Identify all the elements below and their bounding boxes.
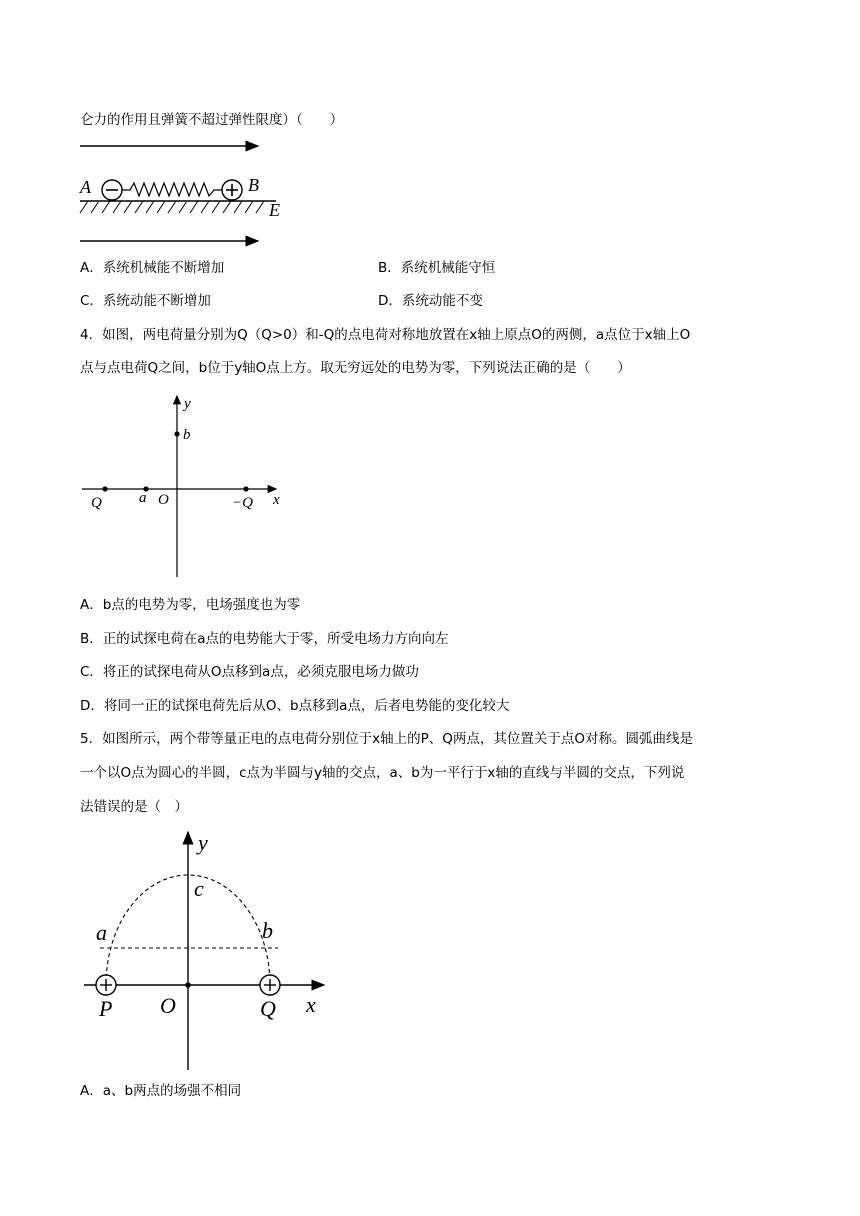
q4-stem-line-2: 点与点电荷Q之间，b位于y轴O点上方。取无穷远处的电势为零，下列说法正确的是（ ） — [80, 360, 631, 376]
label-p: P — [99, 996, 113, 1021]
label-q: Q — [260, 996, 276, 1021]
q4-option-b[interactable]: B．正的试探电荷在a点的电势能大于零，所受电场力方向向左 — [80, 631, 449, 647]
q4-stem-line-1: 4．如图，两电荷量分别为Q（Q>0）和-Q的点电荷对称地放置在x轴上原点O的两侧，a点位于x轴上O — [80, 327, 691, 343]
label-q: Q — [91, 495, 102, 511]
ground-hatching — [80, 201, 264, 213]
q4-option-d[interactable]: D．将同一正的试探电荷先后从O、b点移到a点，后者电势能的变化较大 — [80, 698, 510, 714]
q3-option-c[interactable]: C．系统动能不断增加 — [80, 293, 211, 309]
q3-option-b[interactable]: B．系统机械能守恒 — [378, 260, 496, 276]
q5-stem-line-2: 一个以O点为圆心的半圆，c点为半圆与y轴的交点，a、b为一平行于x轴的直线与半圆的交点，下列说 — [80, 765, 685, 781]
label-neg-q: −Q — [232, 495, 253, 511]
label-a: a — [96, 920, 107, 945]
label-b: B — [248, 175, 259, 195]
label-x: x — [273, 492, 280, 508]
label-y: y — [184, 396, 191, 412]
origin-point — [185, 982, 191, 988]
label-y: y — [198, 830, 208, 855]
label-a: A — [80, 177, 91, 197]
point-q — [102, 486, 107, 491]
label-b: b — [183, 427, 191, 443]
label-a: a — [139, 490, 147, 506]
q5-stem-line-1: 5．如图所示，两个带等量正电的点电荷分别位于x轴上的P、Q两点，其位置关于点O对称。圆弧曲线是 — [80, 731, 693, 747]
label-e: E — [269, 200, 280, 220]
q3-figure — [72, 130, 302, 255]
label-c: c — [194, 876, 204, 901]
q3-stem-tail: 仑力的作用且弹簧不超过弹性限度）（ ） — [80, 112, 344, 128]
q5-figure — [80, 830, 340, 1075]
q4-option-a[interactable]: A．b点的电势为零，电场强度也为零 — [80, 597, 301, 613]
q4-option-c[interactable]: C．将正的试探电荷从O点移到a点，必须克服电场力做功 — [80, 664, 419, 680]
label-b: b — [262, 918, 273, 943]
q5-option-a[interactable]: A．a、b两点的场强不相同 — [80, 1083, 242, 1099]
label-o: O — [158, 492, 169, 508]
spring — [122, 183, 222, 196]
point-b — [174, 431, 179, 436]
label-x: x — [306, 992, 316, 1017]
label-o: O — [160, 993, 176, 1018]
q3-option-a[interactable]: A．系统机械能不断增加 — [80, 260, 225, 276]
point-neg-q — [243, 486, 248, 491]
q3-option-d[interactable]: D．系统动能不变 — [378, 293, 483, 309]
q4-figure — [80, 392, 295, 582]
q5-stem-line-3: 法错误的是（ ） — [80, 799, 188, 815]
